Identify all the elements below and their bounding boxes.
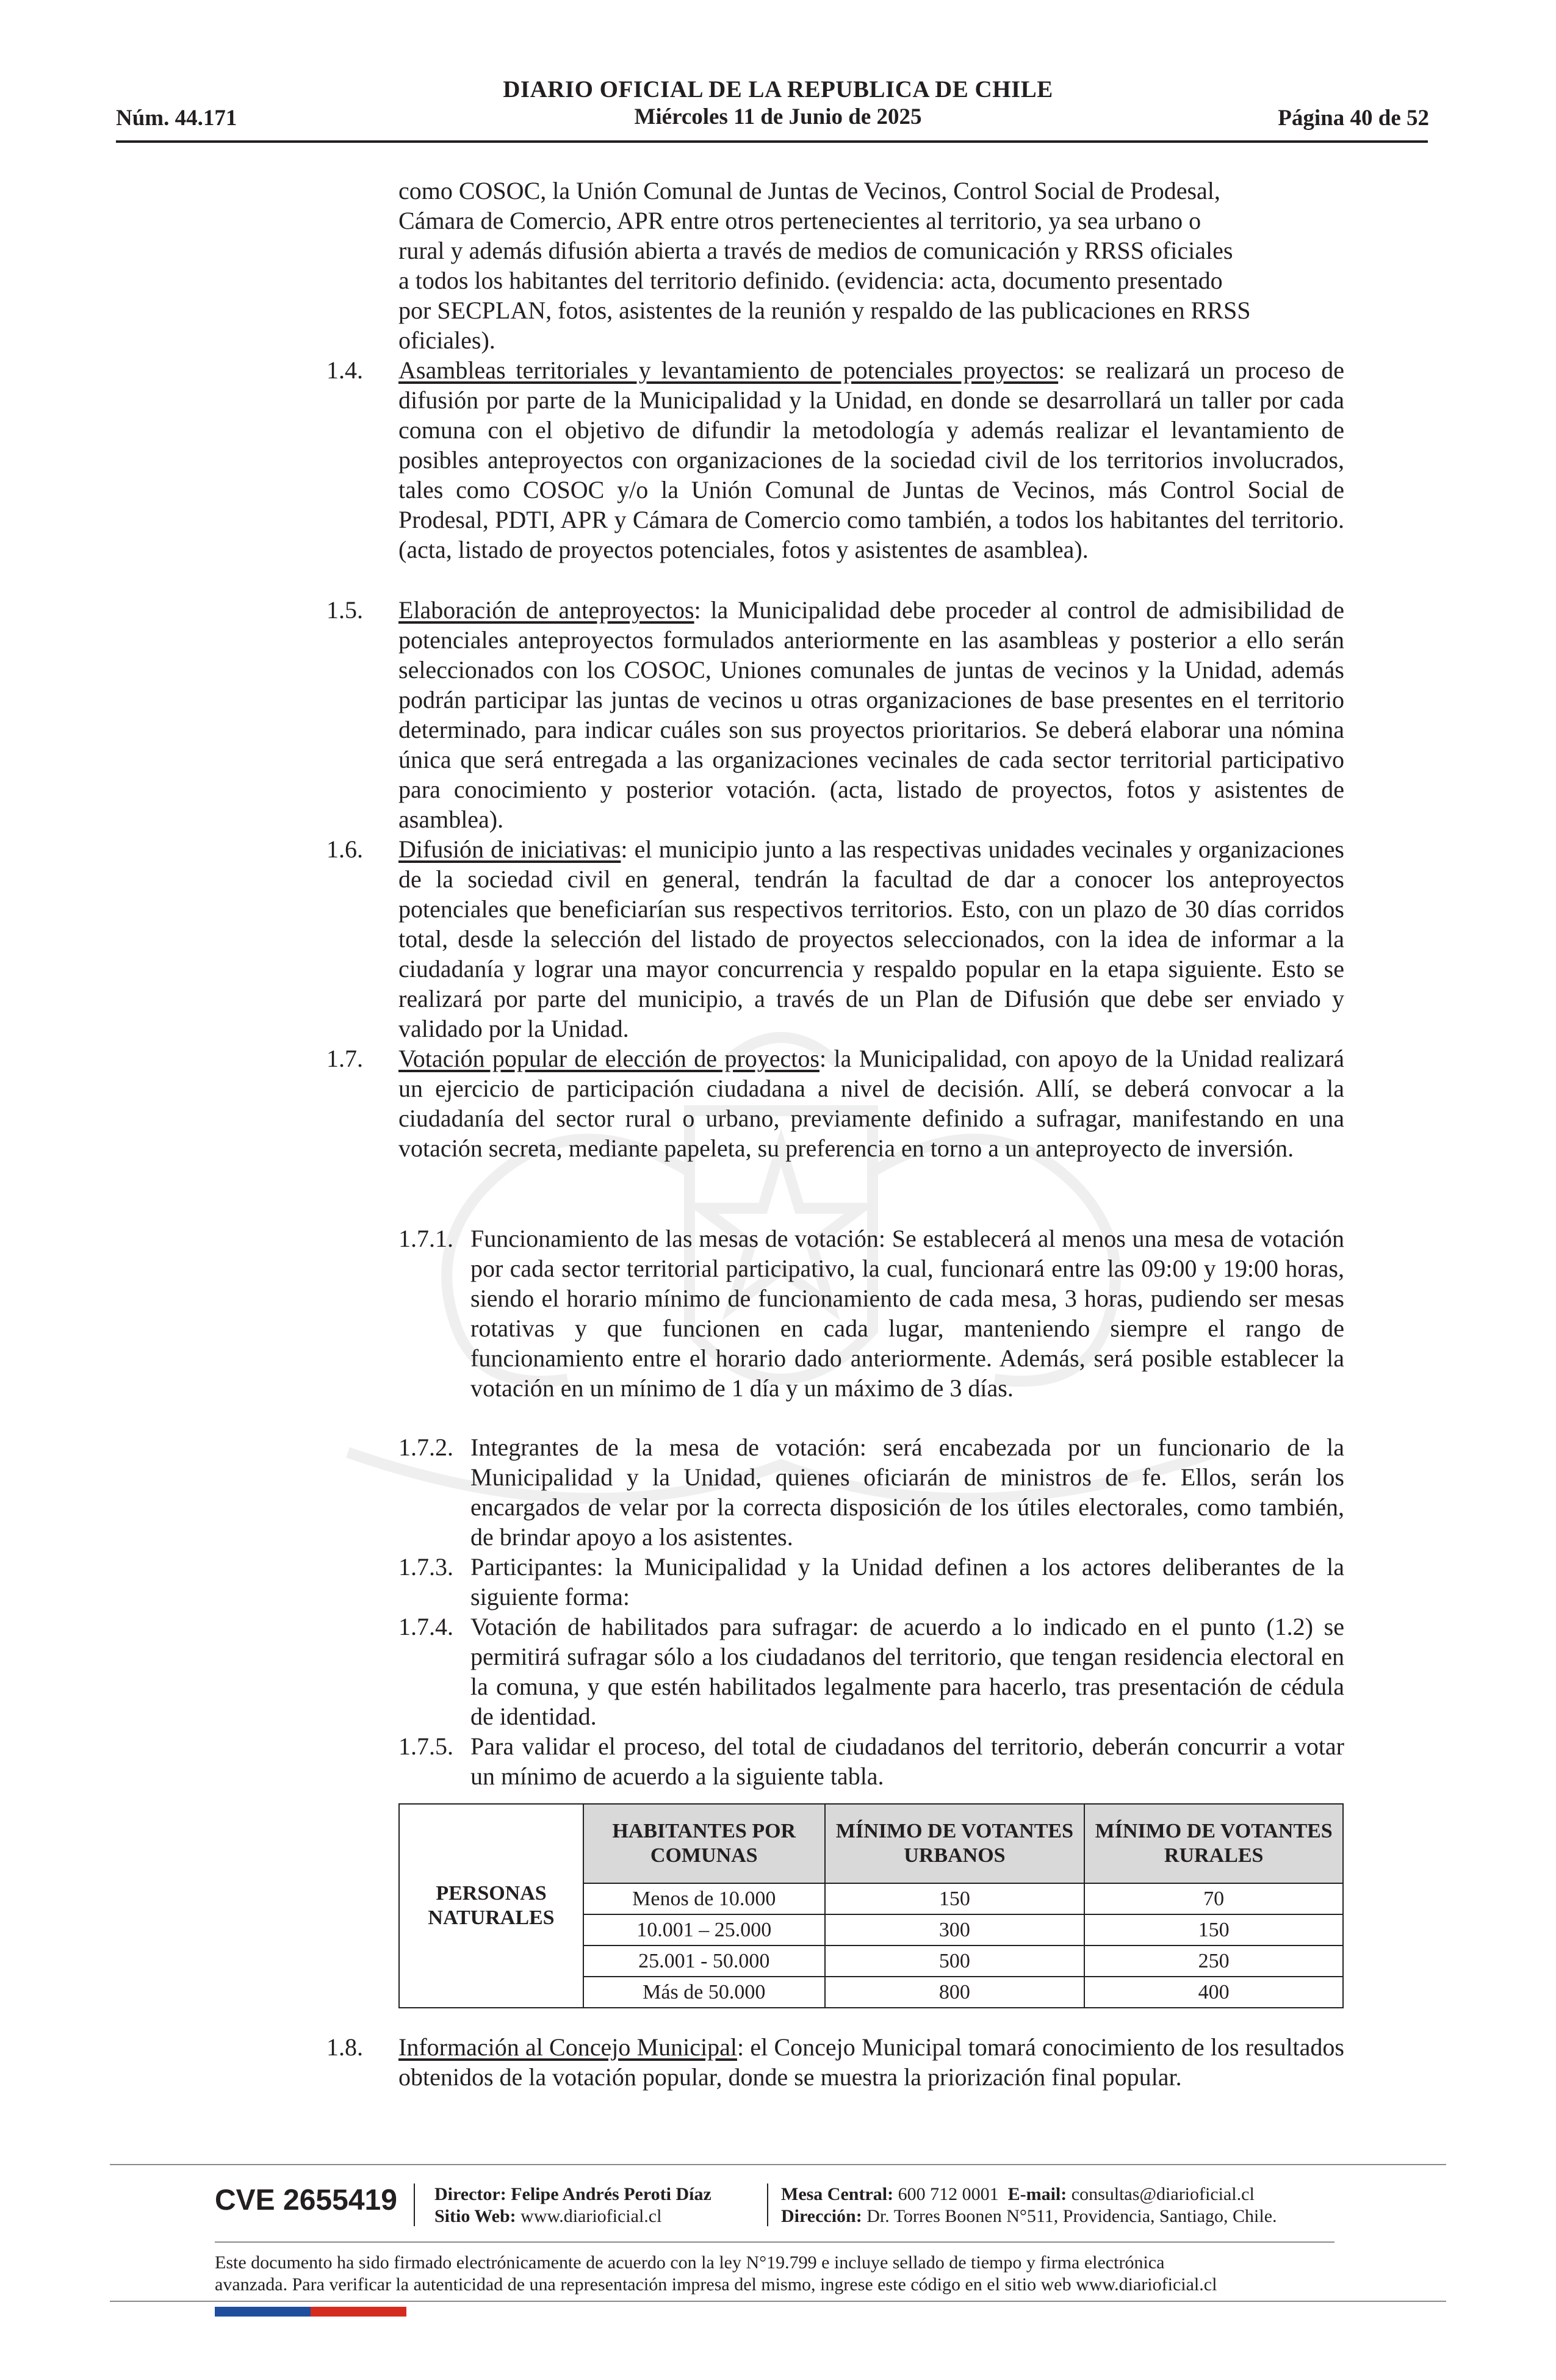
phone-number: 600 712 0001	[898, 2184, 999, 2204]
item-title: Elaboración de anteproyectos	[398, 596, 694, 624]
table-cell: 150	[825, 1883, 1085, 1914]
issue-number: Núm. 44.171	[116, 106, 237, 131]
footer-separator	[414, 2183, 415, 2226]
column-header: HABITANTES POR COMUNAS	[583, 1804, 825, 1883]
intro-line: Cámara de Comercio, APR entre otros pertenecientes al territorio, ya sea urbano o	[398, 207, 1201, 234]
subitem-text: Participantes: la Municipalidad y la Unidad definen a los actores deliberantes de la siguiente forma:	[470, 1553, 1344, 1610]
intro-line: rural y además difusión abierta a través de medios de comunicación y RRSS oficiales	[398, 237, 1233, 264]
footer-divider	[215, 2241, 1334, 2243]
item-body	[398, 834, 1344, 1044]
footer-divider	[110, 2301, 1446, 2302]
item-title: Votación popular de elección de proyectos	[398, 1045, 819, 1072]
address-text: Dr. Torres Boonen N°511, Providencia, Santiago, Chile.	[866, 2206, 1277, 2226]
email-link[interactable]: consultas@diarioficial.cl	[1071, 2184, 1255, 2204]
subitem-text: Para validar el proceso, del total de ciudadanos del territorio, deberán concurrir a votar un mínimo de acuerdo a la siguiente tabla.	[470, 1733, 1344, 1790]
website-link[interactable]: www.diarioficial.cl	[520, 2206, 662, 2226]
minimum-voters-table	[398, 1803, 1344, 2008]
footer-separator	[767, 2183, 768, 2226]
item-text: : el Concejo Municipal tomará conocimiento de los resultados obtenidos de la votación popular, donde se muestra la priorización final popular.	[398, 2033, 1344, 2091]
page-number: Página 40 de 52	[1278, 106, 1429, 131]
column-header: MÍNIMO DE VOTANTES URBANOS	[825, 1804, 1085, 1883]
contact-line	[781, 2183, 1255, 2205]
director-label: Director:	[434, 2184, 506, 2204]
table-cell: 400	[1084, 1977, 1343, 2008]
item-text: : se realizará un proceso de difusión por parte de la Municipalidad y la Unidad, en donde se desarrollará un taller por cada comuna con el objetivo de difundir la metodología y además realizar el levantamiento de posibles anteproyectos con organizaciones de la sociedad civil de los territorios involucrados, tales como COSOC y/o la Unión Comunal de Juntas de Vecinos, más Control Social de Prodesal, PDTI, APR y Cámara de Comercio como también, a todos los habitantes del territorio. (acta, listado de proyectos potenciales, fotos y asistentes de asamblea).	[398, 356, 1344, 563]
flag-red-segment	[311, 2307, 406, 2317]
subitem-number: 1.7.5.	[398, 1733, 453, 1760]
table-cell: 500	[825, 1945, 1085, 1977]
table-cell: 25.001 - 50.000	[583, 1945, 825, 1977]
table-cell: Menos de 10.000	[583, 1883, 825, 1914]
table-cell: 10.001 – 25.000	[583, 1914, 825, 1945]
intro-paragraph	[398, 176, 1344, 355]
item-body	[398, 595, 1344, 834]
item-number: 1.4.	[326, 356, 363, 384]
email-label: E-mail:	[1007, 2184, 1067, 2204]
item-number: 1.8.	[326, 2033, 363, 2061]
subitem-text: Votación de habilitados para sufragar: de acuerdo a lo indicado en el punto (1.2) se permitirá sufragar sólo a los ciudadanos del territorio, que tengan residencia electoral en la comuna, y que estén habilitados legalmente para hacerlo, tras presentación de cédula de identidad.	[470, 1613, 1344, 1730]
flag-blue-segment	[215, 2307, 311, 2317]
legal-line: avanzada. Para verificar la autenticidad de una representación impresa del mismo, ingrese este código en el sitio web www.diarioficial.cl	[215, 2274, 1217, 2295]
item-body	[398, 355, 1344, 564]
table-header-row	[399, 1804, 1343, 1883]
table-cell: 70	[1084, 1883, 1343, 1914]
footer-divider	[110, 2164, 1446, 2165]
item-title: Asambleas territoriales y levantamiento de potenciales proyectos	[398, 356, 1059, 384]
cve-code: CVE 2655419	[215, 2184, 397, 2216]
website-label: Sitio Web:	[434, 2206, 516, 2226]
address-line	[781, 2205, 1277, 2227]
table-cell: 800	[825, 1977, 1085, 2008]
item-number: 1.6.	[326, 835, 363, 863]
subitem-number: 1.7.1.	[398, 1225, 453, 1252]
publication-title: DIARIO OFICIAL DE LA REPUBLICA DE CHILE	[503, 76, 1053, 103]
item-body	[398, 1044, 1344, 1163]
subitem-number: 1.7.4.	[398, 1613, 453, 1640]
flag-color-bar	[215, 2307, 406, 2317]
subitem-text: Funcionamiento de las mesas de votación: Se establecerá al menos una mesa de votación por cada sector territorial participativo, la cual, funcionará entre las 09:00 y 19:00 horas, siendo el horario mínimo de funcionamiento de cada mesa, 3 horas, pudiendo ser mesas rotativas y que funcionen en cada lugar, manteniendo siempre el rango de funcionamiento entre el horario dado anteriormente. Además, será posible establecer la votación en un mínimo de 1 día y un máximo de 3 días.	[470, 1225, 1344, 1402]
header-divider	[116, 140, 1428, 143]
table-cell: 300	[825, 1914, 1085, 1945]
intro-line: por SECPLAN, fotos, asistentes de la reunión y respaldo de las publicaciones en RRSS	[398, 297, 1251, 324]
column-header: MÍNIMO DE VOTANTES RURALES	[1084, 1804, 1343, 1883]
director-line	[434, 2183, 711, 2205]
intro-line: oficiales).	[398, 326, 495, 354]
publication-date: Miércoles 11 de Junio de 2025	[634, 104, 922, 129]
item-title: Información al Concejo Municipal	[398, 2033, 737, 2061]
item-body	[398, 2032, 1344, 2092]
table-cell: Más de 50.000	[583, 1977, 825, 2008]
item-number: 1.7.	[326, 1045, 363, 1072]
item-text: : la Municipalidad debe proceder al control de admisibilidad de potenciales anteproyectos formulados anteriormente en las asambleas y posterior a ello serán seleccionados con los COSOC, Uniones comunales de juntas de vecinos y la Unidad, además podrán participar las juntas de vecinos u otras organizaciones de base presentes en el territorio determinado, para indicar cuáles son sus proyectos prioritarios. Se deberá elaborar una nómina única que será entregada a las organizaciones vecinales de cada sector territorial participativo para conocimiento y posterior votación. (acta, listado de proyectos, fotos y asistentes de asamblea).	[398, 596, 1345, 833]
item-text: : el municipio junto a las respectivas unidades vecinales y organizaciones de la sociedad civil en general, tendrán la facultad de dar a conocer los anteproyectos potenciales que beneficiarían sus respectivos territorios. Esto, con un plazo de 30 días corridos total, desde la selección del listado de proyectos seleccionados, con la idea de informar a la ciudadanía y lograr una mayor concurrencia y respaldo popular en la etapa siguiente. Esto se realizará por parte del municipio, a través de un Plan de Difusión que debe ser enviado y validado por la Unidad.	[398, 835, 1345, 1042]
website-line	[434, 2205, 661, 2227]
subitem-number: 1.7.2.	[398, 1433, 453, 1461]
item-title: Difusión de iniciativas	[398, 835, 621, 863]
phone-label: Mesa Central:	[781, 2184, 894, 2204]
subitem-number: 1.7.3.	[398, 1553, 453, 1581]
row-header-personas-naturales: PERSONAS NATURALES	[399, 1804, 583, 2008]
intro-line: como COSOC, la Unión Comunal de Juntas de Vecinos, Control Social de Prodesal,	[398, 177, 1220, 204]
legal-line: Este documento ha sido firmado electrónicamente de acuerdo con la ley N°19.799 e incluye sellado de tiempo y firma electrónica	[215, 2252, 1165, 2273]
item-number: 1.5.	[326, 596, 363, 624]
subitem-text: Integrantes de la mesa de votación: será encabezada por un funcionario de la Municipalidad y la Unidad, quienes oficiarán de ministros de fe. Ellos, serán los encargados de velar por la correcta disposición de los útiles electorales, como también, de brindar apoyo a los asistentes.	[470, 1433, 1344, 1551]
director-name: Felipe Andrés Peroti Díaz	[511, 2184, 711, 2204]
table-cell: 250	[1084, 1945, 1343, 1977]
table-cell: 150	[1084, 1914, 1343, 1945]
address-label: Dirección:	[781, 2206, 862, 2226]
item-text: : la Municipalidad, con apoyo de la Unidad realizará un ejercicio de participación ciudadana a nivel de decisión. Allí, se deberá convocar a la ciudadanía del sector rural o urbano, previamente definido a sufragar, manifestando en una votación secreta, mediante papeleta, su preferencia en torno a un anteproyecto de inversión.	[398, 1045, 1344, 1162]
legal-notice	[215, 2252, 1350, 2296]
intro-line: a todos los habitantes del territorio definido. (evidencia: acta, documento presentado	[398, 267, 1223, 294]
